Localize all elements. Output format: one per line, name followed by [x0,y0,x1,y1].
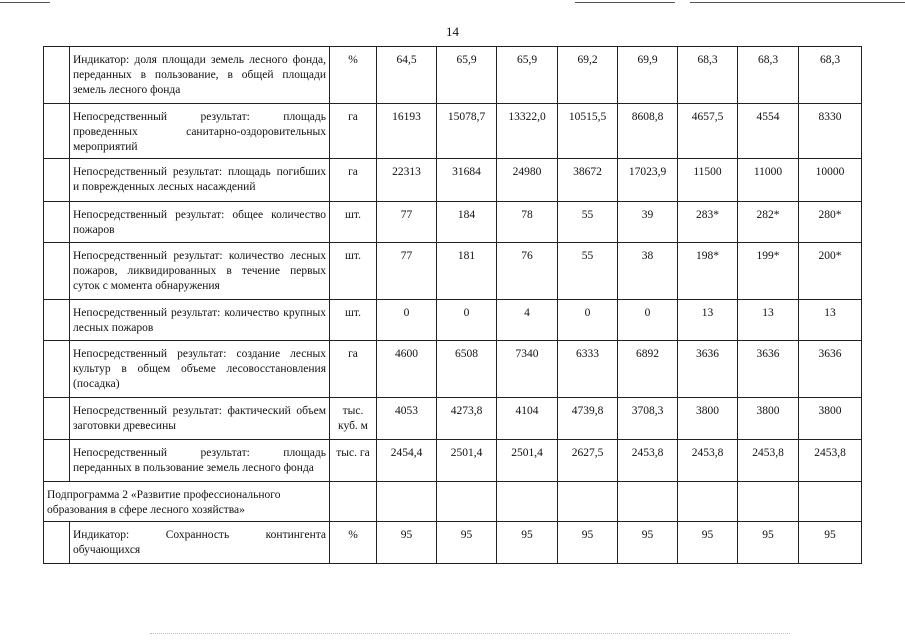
value-cell: 65,9 [497,47,558,104]
row-name: Непосредственный результат: площадь проведенных санитарно-оздоровительных мероприятий [70,104,330,159]
value-cell: 280* [799,202,862,243]
top-rule-left [0,2,50,3]
empty-cell [437,482,497,522]
value-cell: 55 [558,243,618,300]
value-cell: 39 [618,202,678,243]
value-cell: 78 [497,202,558,243]
empty-cell [377,482,437,522]
empty-cell [330,482,377,522]
value-cell: 198* [678,243,738,300]
scan-artifact-line [150,633,790,635]
row-unit: га [330,341,377,398]
value-cell: 68,3 [738,47,799,104]
table-row [44,243,862,300]
value-cell: 0 [558,300,618,341]
index-cell [44,300,70,341]
value-cell: 69,2 [558,47,618,104]
index-cell [44,522,70,564]
row-name: Непосредственный результат: общее количество пожаров [70,202,330,243]
index-cell [44,159,70,202]
row-name: Непосредственный результат: площадь переданных в пользование земель лесного фонда [70,440,330,482]
table-row [44,47,862,104]
row-unit: % [330,522,377,564]
index-cell [44,243,70,300]
value-cell: 10000 [799,159,862,202]
value-cell: 2454,4 [377,440,437,482]
value-cell: 2501,4 [497,440,558,482]
indicators-table [43,46,862,564]
value-cell: 3636 [678,341,738,398]
row-unit: шт. [330,300,377,341]
row-name: Индикатор: доля площади земель лесного фонда, переданных в пользование, в общей площади земель лесного фонда [70,47,330,104]
table-row [44,522,862,564]
subprogram-title: Подпрограмма 2 «Развитие профессионального образования в сфере лесного хозяйства» [44,482,330,522]
value-cell: 2627,5 [558,440,618,482]
table-row [44,159,862,202]
value-cell: 95 [377,522,437,564]
empty-cell [497,482,558,522]
value-cell: 4739,8 [558,398,618,440]
value-cell: 3800 [799,398,862,440]
value-cell: 4657,5 [678,104,738,159]
value-cell: 31684 [437,159,497,202]
page-number: 14 [446,24,459,39]
value-cell: 6333 [558,341,618,398]
value-cell: 3708,3 [618,398,678,440]
value-cell: 4104 [497,398,558,440]
empty-cell [618,482,678,522]
empty-cell [738,482,799,522]
value-cell: 69,9 [618,47,678,104]
value-cell: 0 [437,300,497,341]
value-cell: 283* [678,202,738,243]
value-cell: 64,5 [377,47,437,104]
value-cell: 0 [618,300,678,341]
index-cell [44,398,70,440]
value-cell: 15078,7 [437,104,497,159]
value-cell: 38672 [558,159,618,202]
subprogram-row [44,482,862,522]
index-cell [44,47,70,104]
top-rule-mid [575,2,675,3]
index-cell [44,104,70,159]
value-cell: 3636 [799,341,862,398]
row-name: Непосредственный результат: количество лесных пожаров, ликвидированных в течение первых суток с момента обнаружения [70,243,330,300]
value-cell: 77 [377,243,437,300]
value-cell: 68,3 [678,47,738,104]
value-cell: 181 [437,243,497,300]
value-cell: 200* [799,243,862,300]
row-unit: тыс. куб. м [330,398,377,440]
value-cell: 95 [558,522,618,564]
table-row [44,341,862,398]
row-name: Непосредственный результат: площадь погибших и поврежденных лесных насаждений [70,159,330,202]
table-row [44,104,862,159]
row-name: Непосредственный результат: фактический объем заготовки древесины [70,398,330,440]
value-cell: 22313 [377,159,437,202]
value-cell: 282* [738,202,799,243]
index-cell [44,341,70,398]
row-unit: тыс. га [330,440,377,482]
value-cell: 0 [377,300,437,341]
value-cell: 4 [497,300,558,341]
value-cell: 3636 [738,341,799,398]
value-cell: 16193 [377,104,437,159]
empty-cell [558,482,618,522]
value-cell: 13322,0 [497,104,558,159]
value-cell: 68,3 [799,47,862,104]
value-cell: 65,9 [437,47,497,104]
value-cell: 2453,8 [618,440,678,482]
value-cell: 6508 [437,341,497,398]
value-cell: 184 [437,202,497,243]
row-unit: % [330,47,377,104]
row-name: Индикатор: Сохранность контингента обучающихся [70,522,330,564]
value-cell: 4554 [738,104,799,159]
value-cell: 2453,8 [738,440,799,482]
table-row [44,398,862,440]
value-cell: 2501,4 [437,440,497,482]
value-cell: 13 [799,300,862,341]
value-cell: 95 [738,522,799,564]
index-cell [44,202,70,243]
index-cell [44,440,70,482]
table-row [44,440,862,482]
value-cell: 199* [738,243,799,300]
value-cell: 2453,8 [678,440,738,482]
row-unit: га [330,104,377,159]
value-cell: 76 [497,243,558,300]
value-cell: 55 [558,202,618,243]
value-cell: 8608,8 [618,104,678,159]
table-row [44,202,862,243]
value-cell: 2453,8 [799,440,862,482]
row-unit: шт. [330,202,377,243]
value-cell: 13 [678,300,738,341]
value-cell: 95 [618,522,678,564]
value-cell: 38 [618,243,678,300]
value-cell: 4053 [377,398,437,440]
value-cell: 3800 [678,398,738,440]
value-cell: 95 [437,522,497,564]
value-cell: 77 [377,202,437,243]
empty-cell [678,482,738,522]
row-name: Непосредственный результат: создание лесных культур в общем объеме лесовосстановления (посадка) [70,341,330,398]
value-cell: 10515,5 [558,104,618,159]
value-cell: 3800 [738,398,799,440]
value-cell: 24980 [497,159,558,202]
value-cell: 4600 [377,341,437,398]
value-cell: 11000 [738,159,799,202]
value-cell: 17023,9 [618,159,678,202]
value-cell: 13 [738,300,799,341]
row-unit: шт. [330,243,377,300]
value-cell: 95 [497,522,558,564]
empty-cell [799,482,862,522]
value-cell: 8330 [799,104,862,159]
value-cell: 4273,8 [437,398,497,440]
value-cell: 11500 [678,159,738,202]
top-rule-right [690,2,905,3]
value-cell: 95 [678,522,738,564]
row-unit: га [330,159,377,202]
row-name: Непосредственный результат: количество крупных лесных пожаров [70,300,330,341]
value-cell: 6892 [618,341,678,398]
value-cell: 7340 [497,341,558,398]
value-cell: 95 [799,522,862,564]
table-row [44,300,862,341]
